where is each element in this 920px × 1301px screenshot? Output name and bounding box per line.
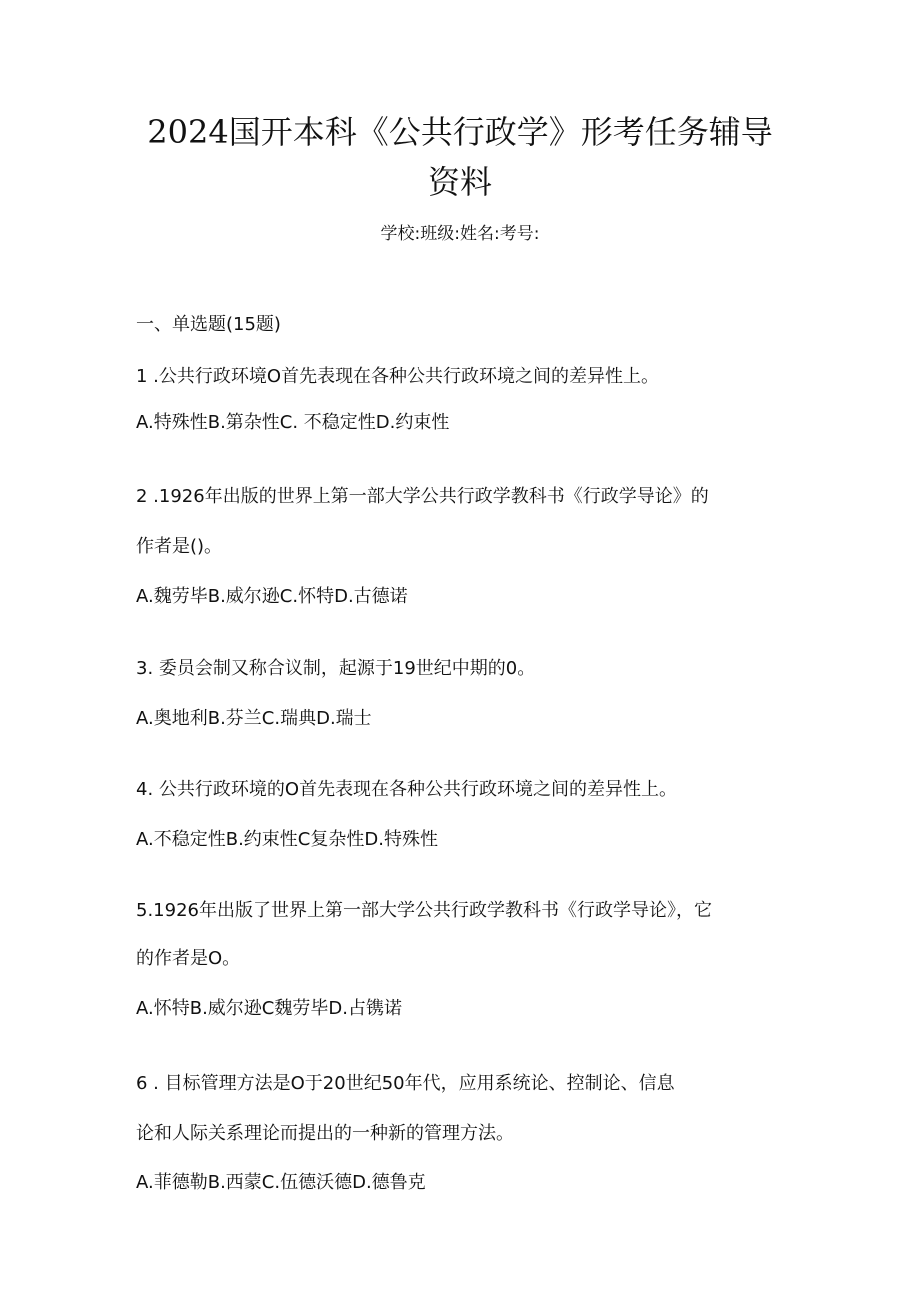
question-options: A.怀特B.威尔逊C魏劳毕D.占镌诺 [136, 998, 402, 1019]
question-options: A.特殊性B.第杂性C. 不稳定性D.约束性 [136, 412, 450, 433]
question-stem-continued: 作者是()。 [136, 536, 223, 557]
question-stem-continued: 论和人际关系理论而提出的一种新的管理方法。 [136, 1123, 514, 1144]
question-stem: 1 .公共行政环境O首先表现在各种公共行政环境之间的差异性上。 [136, 366, 660, 387]
student-info-line: 学校:班级:姓名:考号: [380, 224, 540, 244]
question-options: A.魏劳毕B.威尔逊C.怀特D.古德诺 [136, 586, 408, 607]
question-stem: 6 . 目标管理方法是O于20世纪50年代，应用系统论、控制论、信息 [136, 1073, 675, 1094]
question-options: A.奥地利B.芬兰C.瑞典D.瑞士 [136, 708, 372, 729]
question-stem: 5.1926年出版了世界上第一部大学公共行政学教科书《行政学导论》，它 [136, 900, 712, 921]
document-title-line-2: 资料 [427, 163, 492, 201]
document-title-line-1: 2024国开本科《公共行政学》形考任务辅导 [147, 113, 773, 151]
question-options: A.菲德勒B.西蒙C.伍德沃德D.德鲁克 [136, 1172, 426, 1193]
question-stem: 2 .1926年出版的世界上第一部大学公共行政学教科书《行政学导论》的 [136, 486, 709, 507]
question-stem: 3. 委员会制又称合议制，起源于19世纪中期的0。 [136, 658, 536, 679]
question-stem: 4. 公共行政环境的O首先表现在各种公共行政环境之间的差异性上。 [136, 779, 678, 800]
section-heading: 一、单选题(15题) [136, 314, 281, 335]
question-options: A.不稳定性B.约束性C复杂性D.特殊性 [136, 829, 438, 850]
question-stem-continued: 的作者是O。 [136, 948, 241, 969]
